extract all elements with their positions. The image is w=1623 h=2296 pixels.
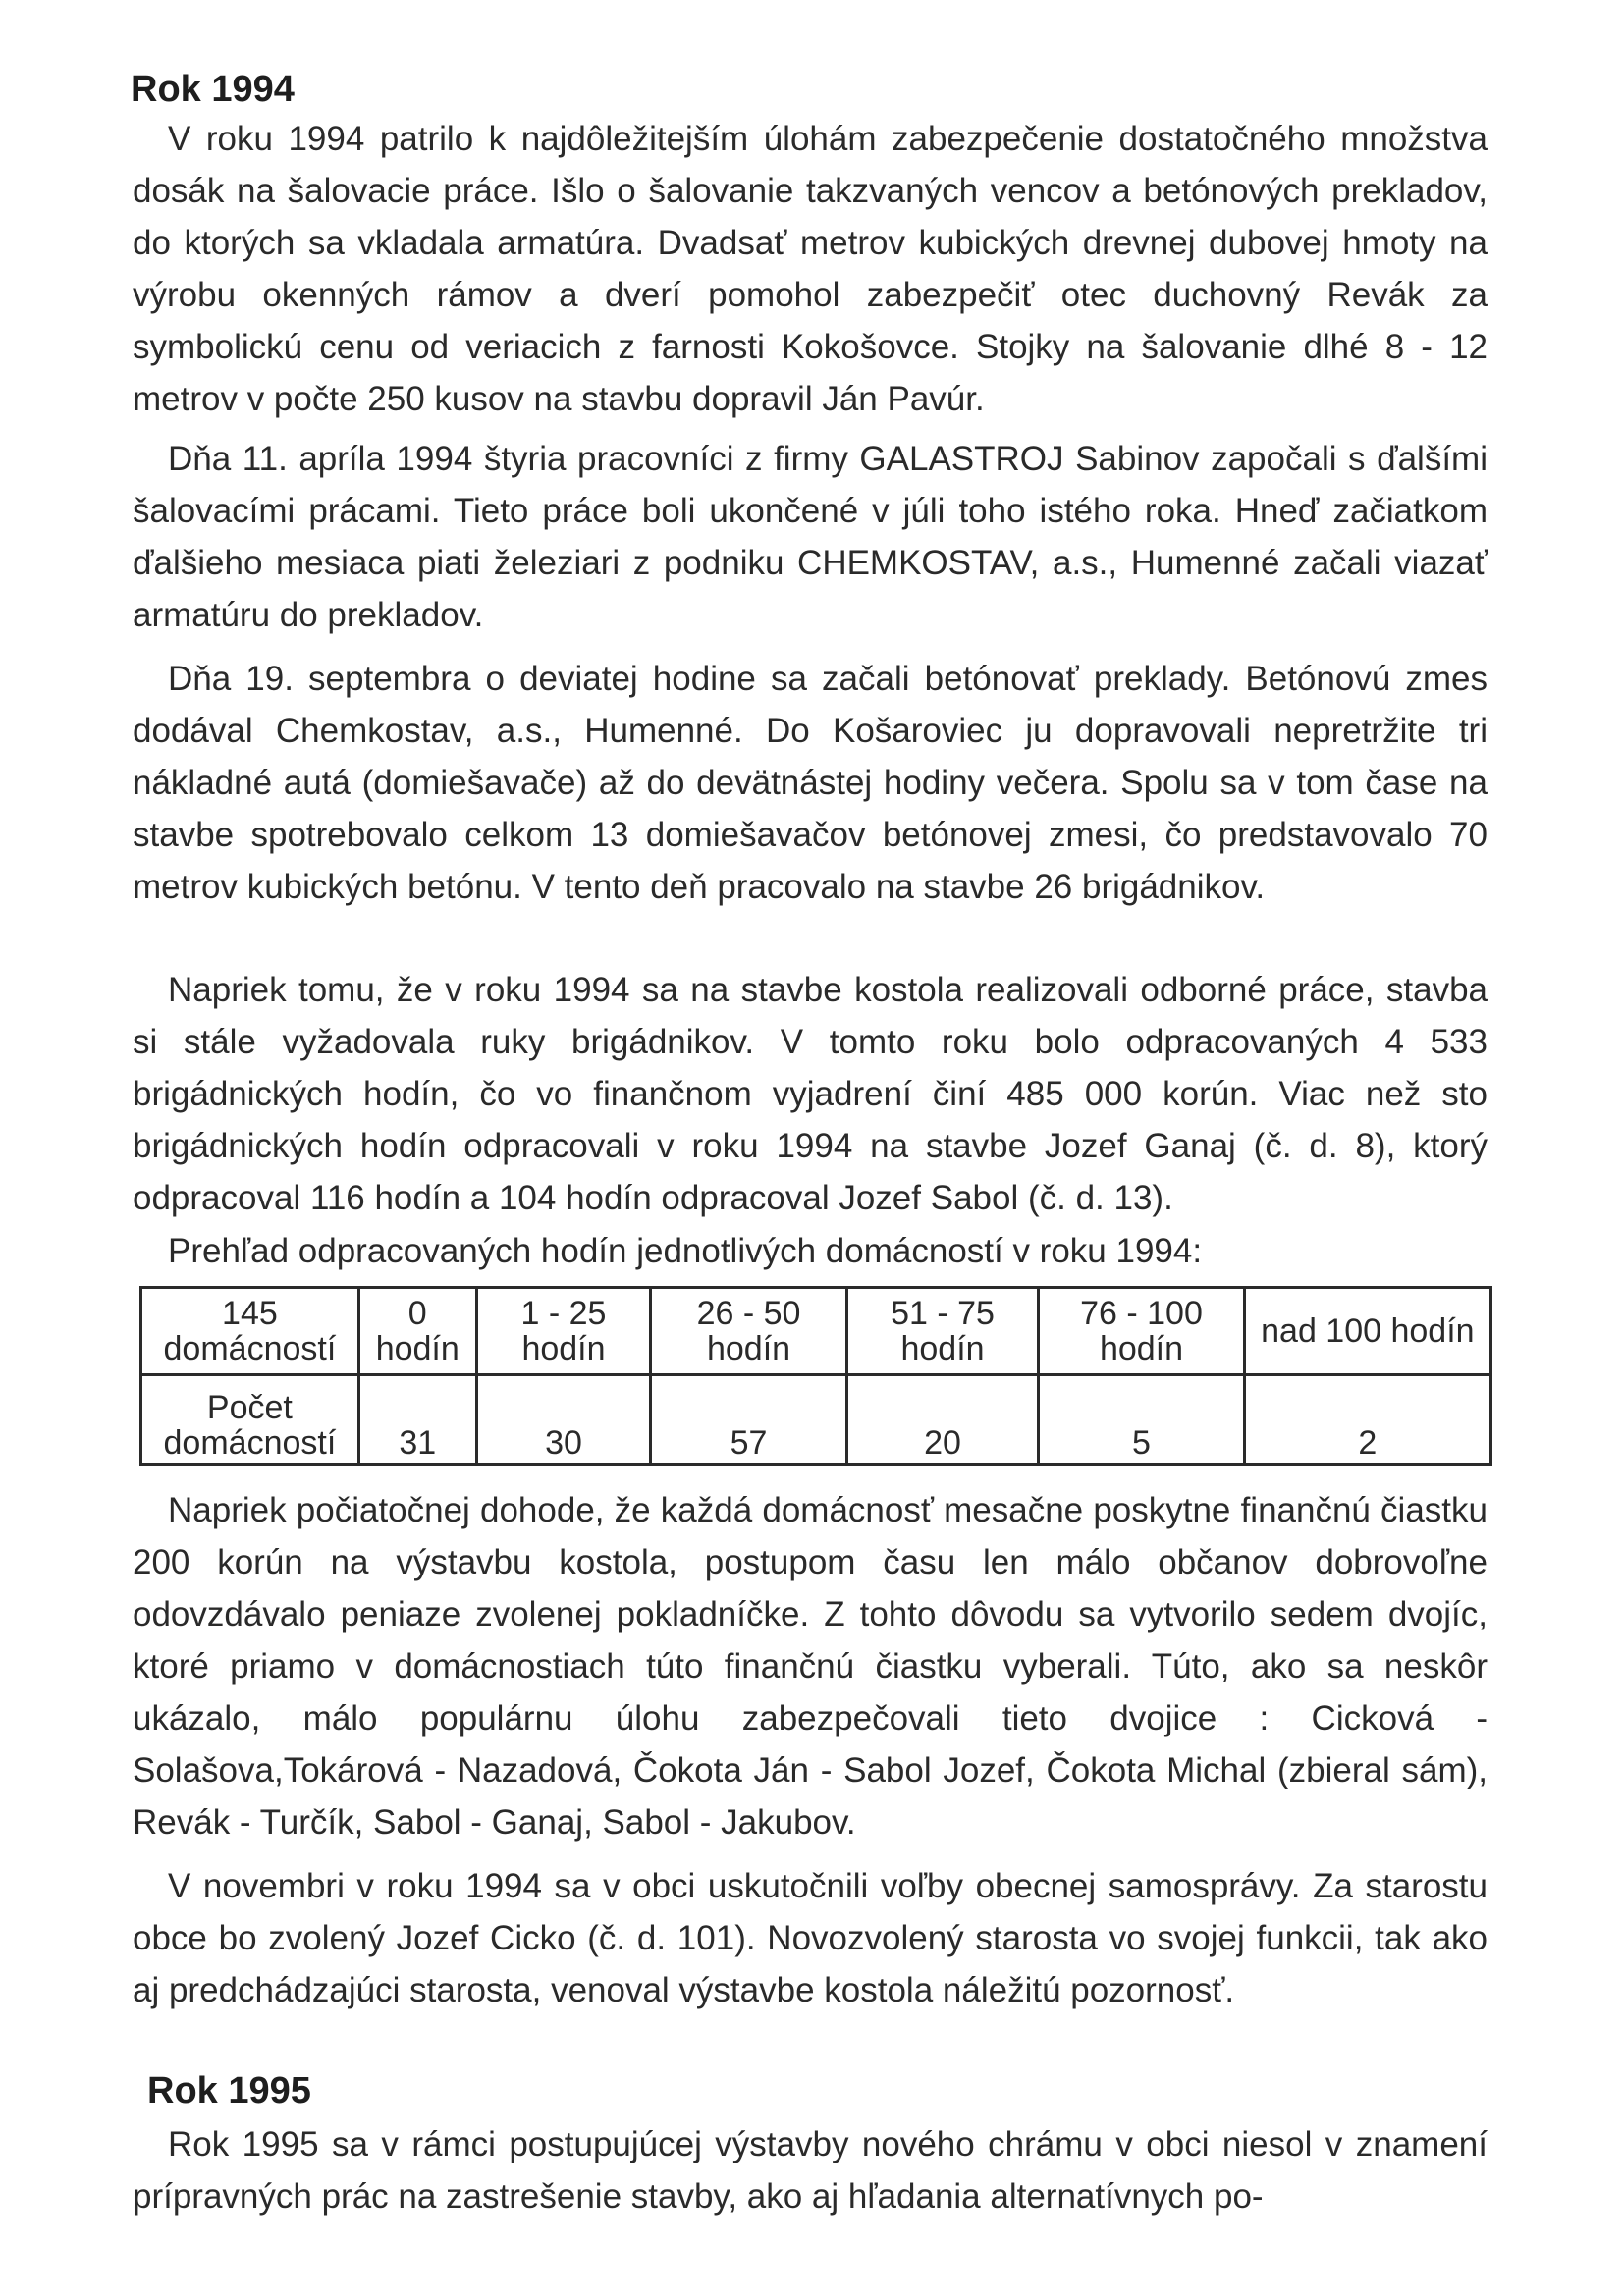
section-heading-1994: Rok 1994 xyxy=(131,69,295,110)
table-cell xyxy=(846,1374,1039,1464)
table-value: 5 xyxy=(1132,1424,1151,1462)
table-cell xyxy=(1244,1374,1490,1464)
section-heading-1995: Rok 1995 xyxy=(147,2070,311,2111)
table-cell xyxy=(141,1374,359,1464)
paragraph-1994-2: Dňa 11. apríla 1994 štyria pracovníci z firmy GALASTROJ Sabinov započali s ďalšími šalovacími prácami. Tieto práce boli ukončené v júli toho istého roka. Hneď začiatkom ďalšieho mesiaca piati železiari z podniku CHEMKOSTAV, a.s., Humenné začali viazať armatúru do prekladov. xyxy=(133,440,1488,634)
table-header-label: 145 domácností xyxy=(163,1294,337,1367)
table-cell xyxy=(358,1288,476,1375)
paragraph-1994-3: Dňa 19. septembra o deviatej hodine sa začali betónovať preklady. Betónovú zmes dodával Chemkostav, a.s., Humenné. Do Košaroviec ju dopravovali nepretržite tri nákladné autá (domiešavače) až do devätnástej hodiny večera. Spolu sa v tom čase na stavbe spotrebovalo celkom 13 domiešavačov betónovej zmesi, čo predstavovalo 70 metrov kubických betónu. V tento deň pracovalo na stavbe 26 brigádnikov. xyxy=(133,660,1488,906)
paragraph-1994-7: V novembri v roku 1994 sa v obci uskutočnili voľby obecnej samosprávy. Za starostu obce bo zvolený Jozef Cicko (č. d. 101). Novozvolený starosta vo svojej funkcii, tak ako aj predchádzajúci starosta, venoval výstavbe kostola náležitú pozornosť. xyxy=(133,1867,1488,2009)
table-value: 2 xyxy=(1358,1424,1378,1462)
table-cell xyxy=(476,1288,651,1375)
table-cell xyxy=(476,1374,651,1464)
paragraph-1994-4: Napriek tomu, že v roku 1994 sa na stavbe kostola realizovali odborné práce, stavba si stále vyžadovala ruky brigádnikov. V tomto roku bolo odpracovaných 4 533 brigádnických hodín, čo vo finančnom vyjadrení činí 485 000 korún. Viac než sto brigádnických hodín odpracovali v roku 1994 na stavbe Jozef Ganaj (č. d. 8), ktorý odpracoval 116 hodín a 104 hodín odpracoval Jozef Sabol (č. d. 13). xyxy=(133,971,1488,1217)
table-header-row xyxy=(141,1288,1491,1375)
table-cell xyxy=(1039,1288,1244,1375)
table-value: 57 xyxy=(730,1424,768,1462)
table-value: 31 xyxy=(399,1424,437,1462)
table-row-label: Počet domácností xyxy=(163,1389,337,1462)
table-header-range: 76 - 100 hodín xyxy=(1080,1294,1203,1367)
table-value: 30 xyxy=(545,1424,582,1462)
table-value: 20 xyxy=(924,1424,961,1462)
table-header-range: 1 - 25 hodín xyxy=(520,1294,607,1367)
table-cell xyxy=(1039,1374,1244,1464)
table-header-range: 26 - 50 hodín xyxy=(696,1294,801,1367)
paragraph-1994-1: V roku 1994 patrilo k najdôležitejším úlohám zabezpečenie dostatočného množstva dosák na šalovacie práce. Išlo o šalovanie takzvaných vencov a betónových prekladov, do ktorých sa vkladala armatúra. Dvadsať metrov kubických drevnej dubovej hmoty na výrobu okenných rámov a dverí pomohol zabezpečiť otec duchovný Revák za symbolickú cenu od veriacich z farnosti Kokošovce. Stojky na šalovanie dlhé 8 - 12 metrov v počte 250 kusov na stavbu dopravil Ján Pavúr. xyxy=(133,120,1488,418)
table-cell xyxy=(358,1374,476,1464)
paragraph-1994-table-intro: Prehľad odpracovaných hodín jednotlivých domácností v roku 1994: xyxy=(168,1232,1203,1270)
table-cell xyxy=(651,1288,846,1375)
paragraph-1994-6: Napriek počiatočnej dohode, že každá domácnosť mesačne poskytne finančnú čiastku 200 korún na výstavbu kostola, postupom času len málo občanov dobrovoľne odovzdávalo peniaze zvolenej pokladníčke. Z tohto dôvodu sa vytvorilo sedem dvojíc, ktoré priamo v domácnostiach túto finančnú čiastku vyberali. Túto, ako sa neskôr ukázalo, málo populárnu úlohu zabezpečovali tieto dvojice : Cicková - Solašova,Tokárová - Nazadová, Čokota Ján - Sabol Jozef, Čokota Michal (zbieral sám), Revák - Turčík, Sabol - Ganaj, Sabol - Jakubov. xyxy=(133,1491,1488,1842)
table-cell xyxy=(651,1374,846,1464)
paragraph-1995-1: Rok 1995 sa v rámci postupujúcej výstavby nového chrámu v obci niesol v znamení prípravných prác na zastrešenie stavby, ako aj hľadania alternatívnych po- xyxy=(133,2125,1488,2216)
table-header-range: 0 hodín xyxy=(375,1294,460,1367)
table-row xyxy=(141,1374,1491,1464)
table-cell xyxy=(846,1288,1039,1375)
table-cell xyxy=(1244,1288,1490,1375)
table-cell xyxy=(141,1288,359,1375)
hours-table xyxy=(139,1286,1492,1466)
table-header-range: nad 100 hodín xyxy=(1261,1311,1475,1350)
table-header-range: 51 - 75 hodín xyxy=(891,1294,995,1367)
